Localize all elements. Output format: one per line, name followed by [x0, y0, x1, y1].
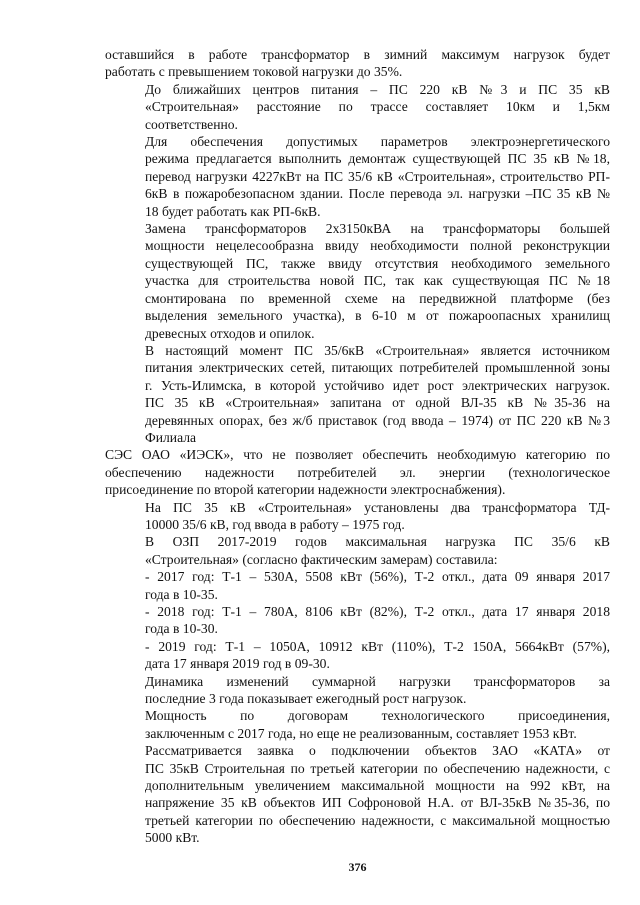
text-line: года в 10-30.: [145, 621, 218, 637]
text-line: года в 10-35.: [145, 586, 218, 602]
text-line: Замена трансформаторов 2х3150кВА на трансформаторы большей: [145, 221, 610, 237]
text-line: На ПС 35 кВ «Строительная» установлены два трансформатора ТД-: [145, 499, 610, 515]
text-line: древесных отходов и опилок.: [145, 325, 315, 341]
paragraph-p9: [105, 568, 610, 603]
paragraph-p8: [105, 533, 610, 568]
text-line: оставшийся в работе трансформатор в зимний максимум нагрузок будет: [105, 47, 610, 62]
paragraph-p6: [105, 446, 610, 498]
text-line: До ближайших центров питания – ПС 220 кВ №3 и ПС 35 кВ: [145, 81, 610, 97]
text-line: «Строительная» расстояние по трассе составляет 10км и 1,5км: [145, 99, 610, 115]
text-line: питания электрических сетей, питающих потребителей промышленной зоны: [145, 360, 610, 376]
text-line: третьей категории по обеспечению надежности, с максимальной мощностью: [145, 812, 610, 828]
text-line: В ОЗП 2017-2019 годов максимальная нагрузка ПС 35/6 кВ: [145, 534, 610, 550]
page-number: 376: [348, 860, 367, 874]
text-line: мощности нецелесообразна ввиду необходимости полной реконструкции: [145, 238, 610, 254]
text-line: 6кВ в пожаробезопасном здании. После перевода эл. нагрузки –ПС 35 кВ №: [145, 186, 610, 202]
paragraph-p2: [105, 81, 610, 133]
text-line: «Строительная» (согласно фактическим замерам) составила:: [145, 551, 498, 567]
paragraph-p14: [105, 742, 610, 846]
text-line: дата 17 января 2019 год в 09-30.: [145, 656, 330, 672]
text-line: ПС 35кВ Строительная по третьей категории по обеспечению надежности, с: [145, 760, 610, 776]
text-line: последние 3 года показывает ежегодный рост нагрузок.: [145, 691, 467, 707]
text-line: г. Усть-Илимска, в которой устойчиво идет рост электрических нагрузок.: [145, 377, 610, 393]
text-line: обеспечению надежности потребителей эл. энергии (технологическое: [105, 464, 610, 480]
text-line: напряжение 35 кВ объектов ИП Софроновой Н.А. от ВЛ-35кВ №35-36, по: [145, 795, 610, 811]
text-line: режима предлагается выполнить демонтаж существующей ПС 35 кВ №18,: [145, 151, 610, 167]
text-line: перевод нагрузки 4227кВт на ПС 35/6 кВ «Строительная», строительство РП-: [145, 168, 610, 184]
text-line: 5000 кВт.: [145, 830, 200, 846]
text-line: Рассматривается заявка о подключении объектов ЗАО «КАТА» от: [145, 743, 610, 759]
text-line: В настоящий момент ПС 35/6кВ «Строительная» является источником: [145, 342, 610, 358]
paragraph-p13: [105, 707, 610, 742]
text-line: выделения земельного участка), в 6-10 м от пожароопасных хранилищ: [145, 308, 610, 324]
text-line: Для обеспечения допустимых параметров электроэнергетического: [145, 134, 610, 150]
text-line: - 2017 год: Т-1 – 530А, 5508 кВт (56%), Т-2 откл., дата 09 января 2017: [145, 569, 610, 585]
text-line: Мощность по договорам технологического присоединения,: [145, 708, 610, 724]
text-line: дополнительным увеличением максимальной мощности на 992 кВт, на: [145, 778, 610, 794]
text-line: 10000 35/6 кВ, год ввода в работу – 1975 год.: [145, 516, 405, 532]
text-line: Филиала: [145, 429, 197, 445]
text-line: СЭС ОАО «ИЭСК», что не позволяет обеспечить необходимую категорию по: [105, 447, 610, 463]
paragraph-p5: [105, 342, 610, 446]
paragraph-p7: [105, 499, 610, 534]
text-line: ПС 35 кВ «Строительная» запитана от одной ВЛ-35 кВ №35-36 на: [145, 395, 610, 411]
document-body: [105, 46, 610, 847]
text-line: деревянных опорах, без ж/б приставок (год ввода – 1974) от ПС 220 кВ №3: [145, 412, 610, 428]
text-line: участка для строительства новой ПС, так как существующая ПС №18: [145, 273, 610, 289]
text-line: 18 будет работать как РП-6кВ.: [145, 203, 321, 219]
paragraph-p4: [105, 220, 610, 342]
paragraph-p11: [105, 638, 610, 673]
text-line: - 2019 год: Т-1 – 1050А, 10912 кВт (110%), Т-2 150А, 5664кВт (57%),: [145, 638, 610, 654]
text-line: работать с превышением токовой нагрузки до 35%.: [105, 64, 403, 80]
text-line: соответственно.: [145, 116, 238, 132]
text-line: существующей ПС, также ввиду отсутствия необходимого земельного: [145, 255, 610, 271]
text-line: Динамика изменений суммарной нагрузки трансформаторов за: [145, 673, 610, 689]
text-line: присоединение по второй категории надежности электроснабжения).: [105, 482, 506, 498]
paragraph-p3: [105, 133, 610, 220]
text-line: заключенным с 2017 года, но еще не реализованным, составляет 1953 кВт.: [145, 725, 577, 741]
text-line: - 2018 год: Т-1 – 780А, 8106 кВт (82%), Т-2 откл., дата 17 января 2018: [145, 604, 610, 619]
paragraph-p10: [105, 603, 610, 638]
paragraph-p1: [105, 46, 610, 81]
text-line: смонтирована по временной схеме на передвижной платформе (без: [145, 290, 610, 306]
paragraph-p12: [105, 673, 610, 708]
